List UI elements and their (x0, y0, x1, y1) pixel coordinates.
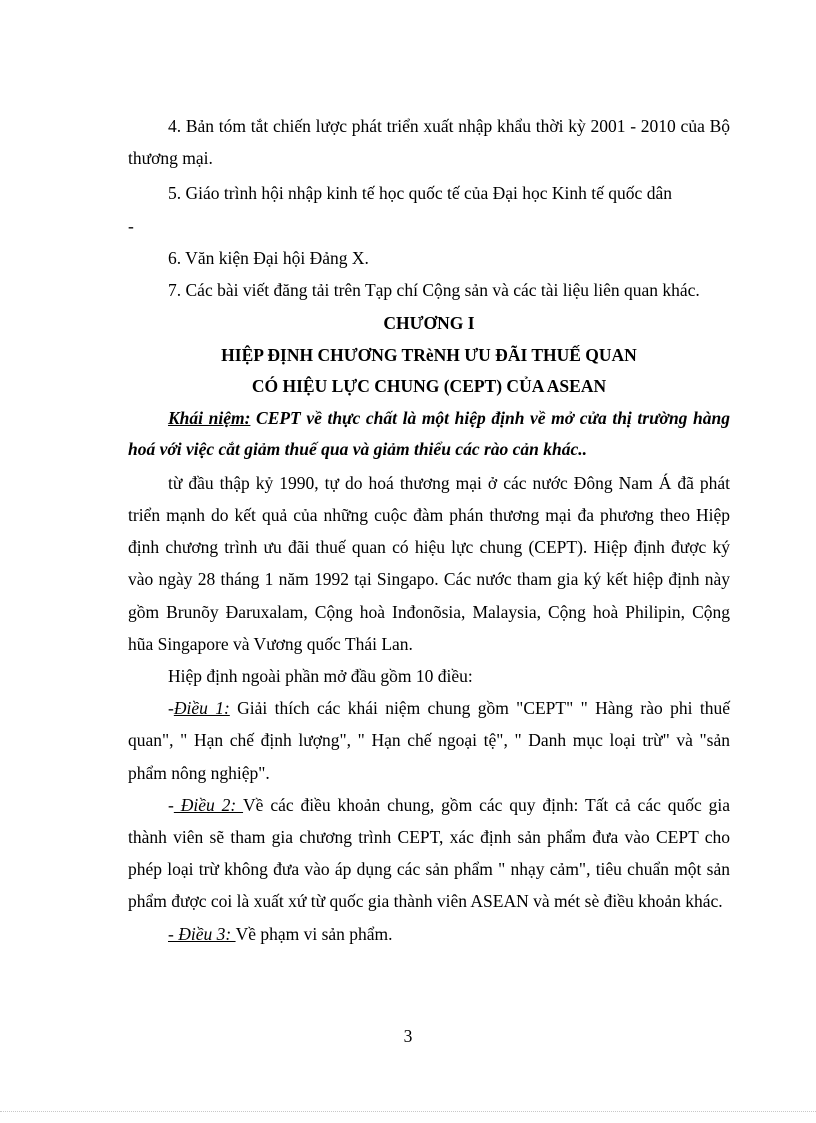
article-3 (128, 918, 730, 950)
page-number: 3 (403, 1026, 413, 1046)
article-2 (128, 789, 730, 918)
article-2-text: Về các điều khoản chung, gồm các quy định: Tất cả các quốc gia thành viên sẽ tham gia chương trình CEPT, xác định sản phẩm đưa vào CEPT cho phép loại trừ không đưa vào áp dụng các sản phẩm " nhạy cảm", tiêu chuẩn một sản phẩm được coi là xuất xứ từ quốc gia thành viên ASEAN và mét sè điều khoản khác. (128, 794, 730, 912)
reference-item-7: 7. Các bài viết đăng tải trên Tạp chí Cộng sản và các tài liệu liên quan khác. (168, 280, 700, 301)
article-1-label: Điều 1: (173, 698, 230, 719)
reference-item-5-dash: - (128, 215, 134, 236)
chapter-title-line-2: CÓ HIỆU LỰC CHUNG (CEPT) CỦA ASEAN (251, 376, 607, 397)
article-3-label: - Điều 3: (168, 923, 236, 944)
concept-paragraph (128, 403, 730, 466)
body-paragraph-1: từ đầu thập kỷ 1990, tự do hoá thương mại ở các nước Đông Nam Á đã phát triển mạnh do kết quả của những cuộc đàm phán thương mại đa phương theo Hiệp định chương trình ưu đãi thuế quan có hiệu lực chung (CEPT). Hiệp định được ký vào ngày 28 tháng 1 năm 1992 tại Singapo. Các nước tham gia ký kết hiệp định này gồm Brunõy Đaruxalam, Cộng hoà Inđonõsia, Malaysia, Cộng hoà Philipin, Cộng hũa Singapore và Vương quốc Thái Lan. (128, 472, 730, 654)
article-1-text: Giải thích các khái niệm chung gồm "CEPT" " Hàng rào phi thuế quan", " Hạn chế định lượng", " Hạn chế ngoại tệ", " Danh mục loại trừ" và "sản phẩm nông nghiệp". (128, 698, 730, 783)
document-page (128, 110, 730, 950)
chapter-title-line-1: HIỆP ĐỊNH CHƯƠNG TRèNH ƯU ĐÃI THUẾ QUAN (221, 344, 637, 365)
article-2-label: Điều 2: (173, 794, 244, 815)
reference-item-5: 5. Giáo trình hội nhập kinh tế học quốc tế của Đại học Kinh tế quốc dân (168, 183, 672, 204)
page-bottom-divider (0, 1111, 816, 1112)
article-1 (128, 692, 730, 789)
article-2-prefix: - (168, 794, 174, 815)
chapter-number: CHƯƠNG I (383, 313, 475, 334)
article-3-text: Về phạm vi sản phẩm. (235, 923, 393, 944)
concept-label: Khái niệm: (168, 407, 251, 428)
reference-item-6: 6. Văn kiện Đại hội Đảng X. (168, 247, 369, 268)
article-1-prefix: - (168, 698, 174, 719)
body-paragraph-2: Hiệp định ngoài phần mở đầu gồm 10 điều: (168, 665, 473, 686)
concept-text: CEPT về thực chất là một hiệp định về mở cửa thị trường hàng hoá với việc cắt giảm thuế qua và giảm thiểu các rào cản khác.. (128, 407, 730, 460)
reference-item-4: 4. Bản tóm tắt chiến lược phát triển xuất nhập khẩu thời kỳ 2001 - 2010 của Bộ thương mại. (128, 116, 730, 169)
